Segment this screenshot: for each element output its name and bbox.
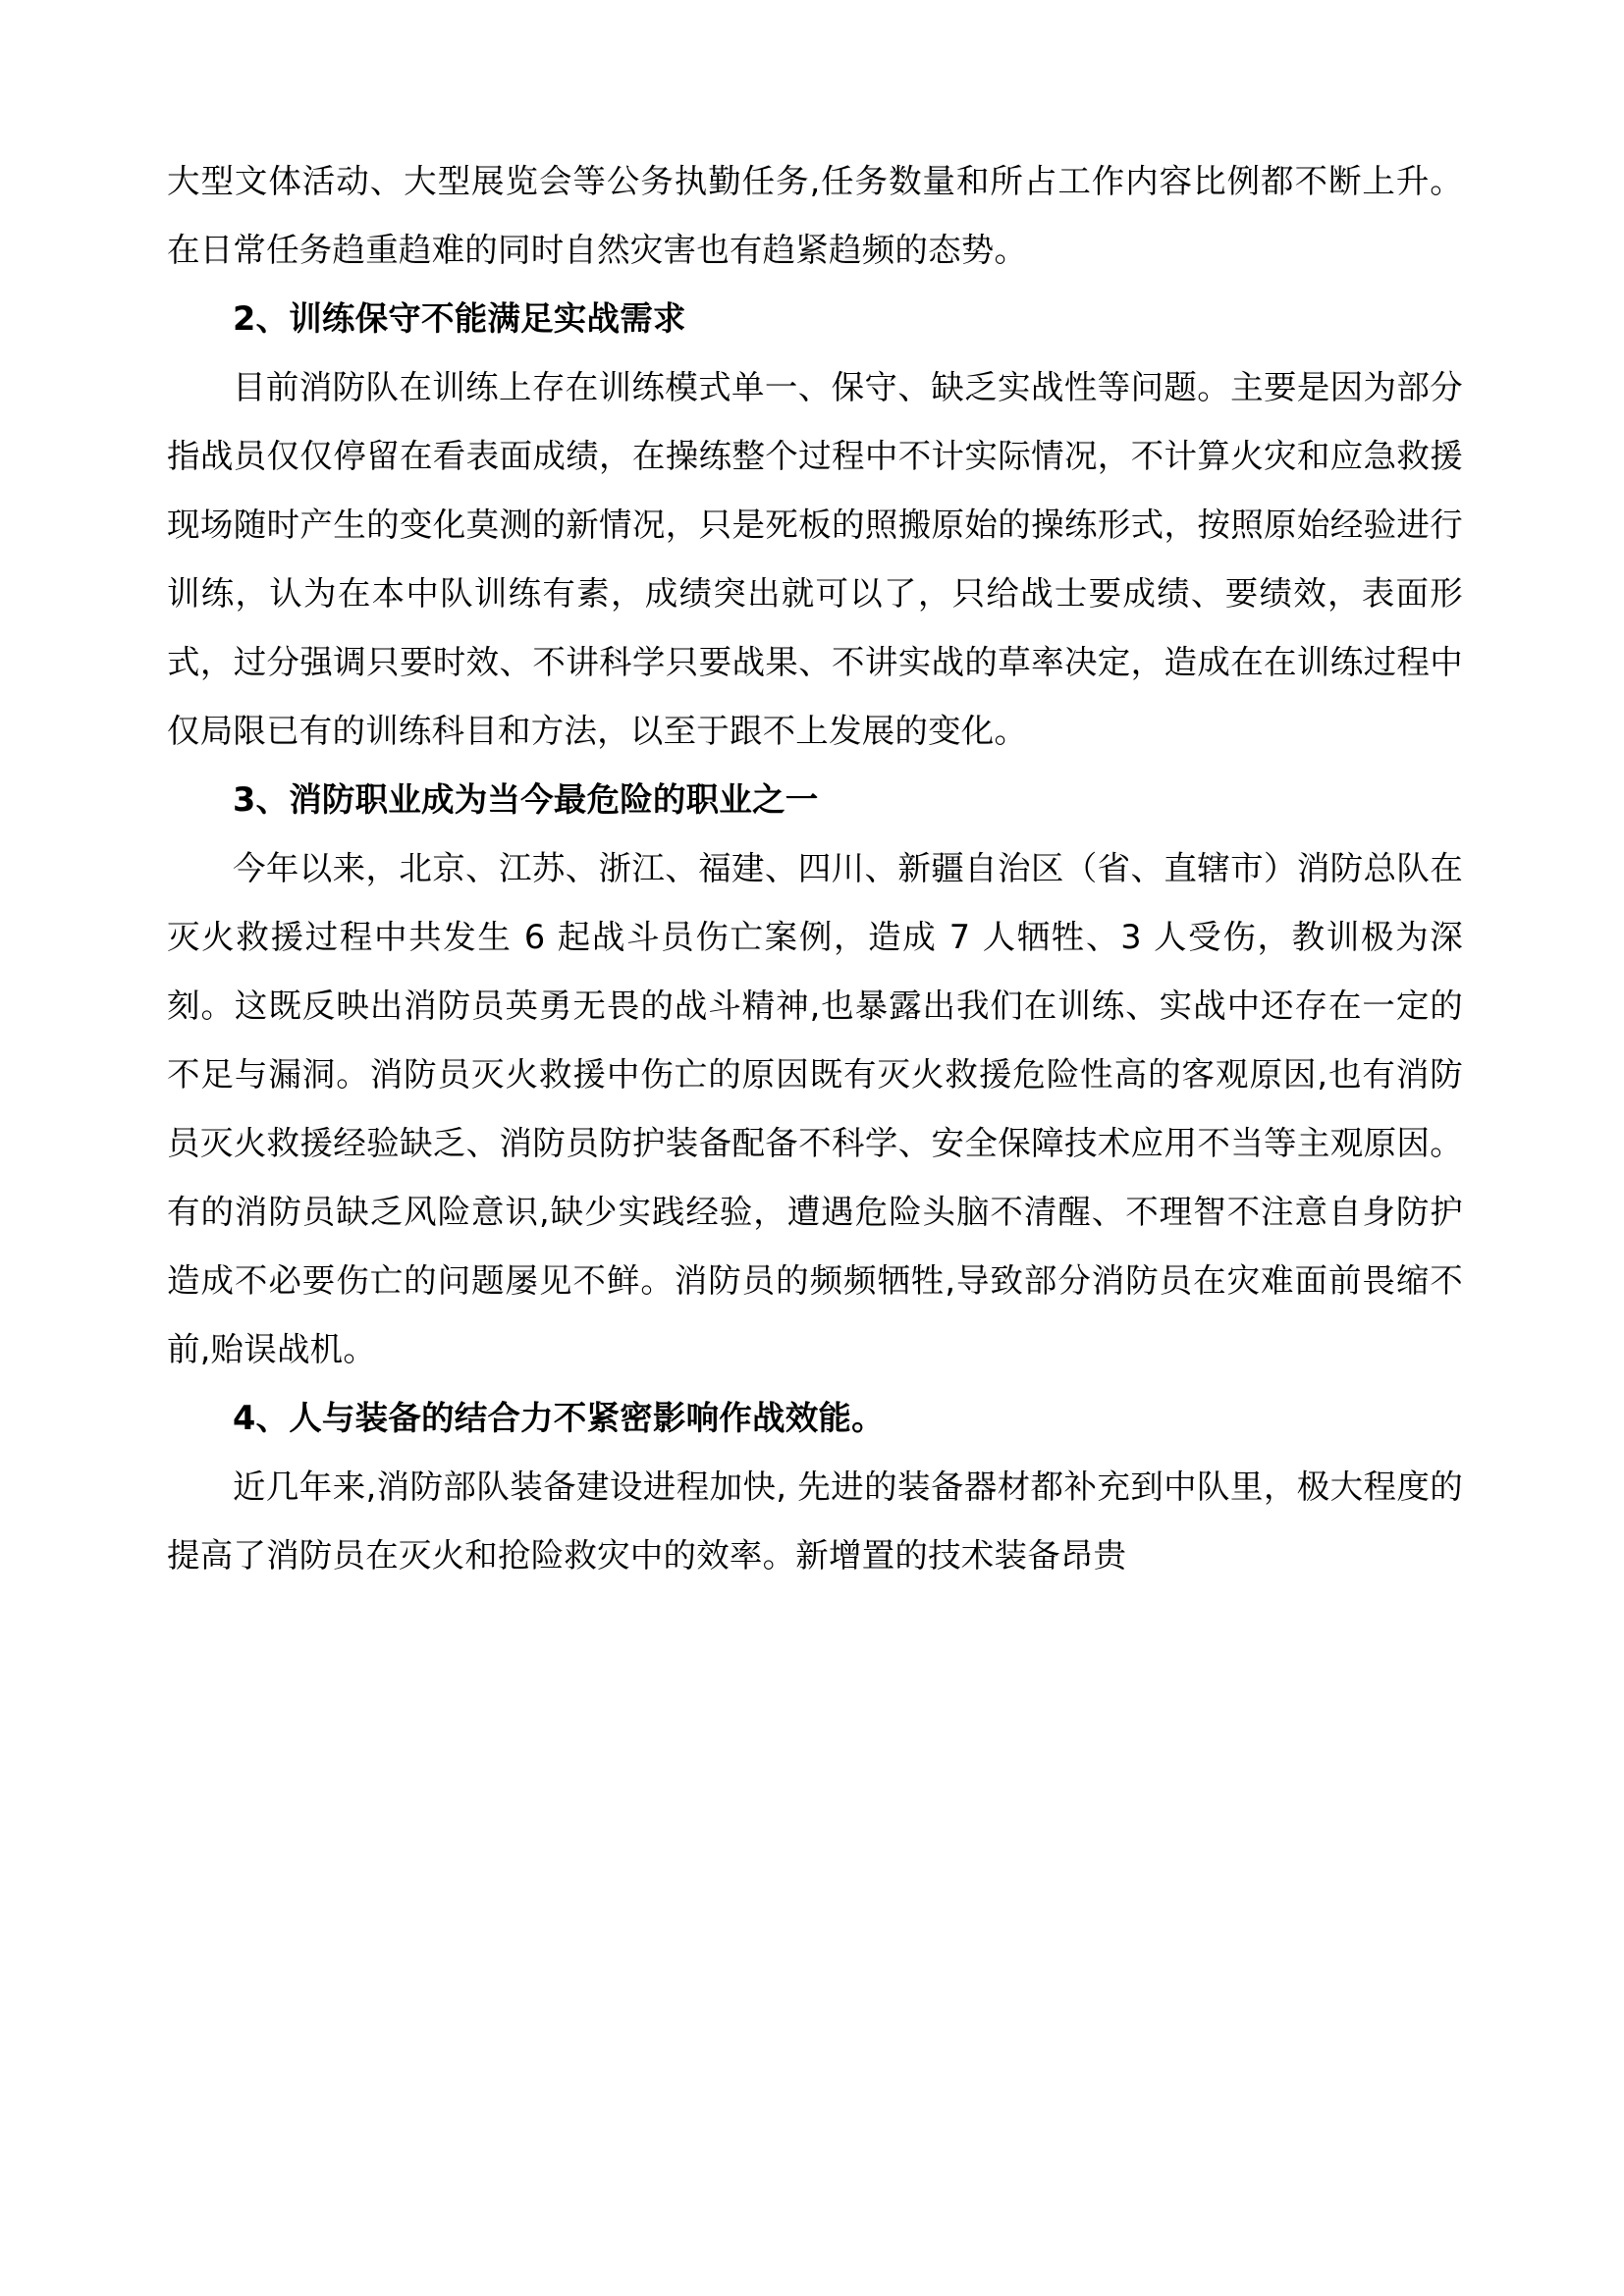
paragraph-section-2: 目前消防队在训练上存在训练模式单一、保守、缺乏实战性等问题。主要是因为部分指战员仅仅停留在看表面成绩，在操练整个过程中不计实际情况，不计算火灾和应急救援现场随时产生的变化莫测的新情况，只是死板的照搬原始的操练形式，按照原始经验进行训练，认为在本中队训练有素，成绩突出就可以了，只给战士要成绩、要绩效，表面形式，过分强调只要时效、不讲科学只要战果、不讲实战的草率决定，造成在在训练过程中仅局限已有的训练科目和方法，以至于跟不上发展的变化。 (167, 368, 1463, 750)
document-body (167, 147, 1463, 1590)
section-heading-4: 4、人与装备的结合力不紧密影响作战效能。 (233, 1399, 885, 1437)
paragraph-section-3: 今年以来，北京、江苏、浙江、福建、四川、新疆自治区（省、直辖市）消防总队在灭火救援过程中共发生 6 起战斗员伤亡案例，造成 7 人牺牲、3 人受伤，教训极为深刻。这既反映出消防员英勇无畏的战斗精神,也暴露出我们在训练、实战中还存在一定的不足与漏洞。消防员灭火救援中伤亡的原因既有灭火救援危险性高的客观原因,也有消防员灭火救援经验缺乏、消防员防护装备配备不科学、安全保障技术应用不当等主观原因。有的消防员缺乏风险意识,缺少实践经验，遭遇危险头脑不清醒、不理智不注意自身防护造成不必要伤亡的问题屡见不鲜。消防员的频频牺牲,导致部分消防员在灾难面前畏缩不前,贻误战机。 (167, 849, 1463, 1368)
section-heading-3: 3、消防职业成为当今最危险的职业之一 (233, 780, 819, 819)
paragraph-section-4: 近几年来,消防部队装备建设进程加快, 先进的装备器材都补充到中队里，极大程度的提高了消防员在灭火和抢险救灾中的效率。新增置的技术装备昂贵 (167, 1468, 1463, 1575)
section-heading-2: 2、训练保守不能满足实战需求 (233, 299, 686, 338)
paragraph-intro: 大型文体活动、大型展览会等公务执勤任务,任务数量和所占工作内容比例都不断上升。在日常任务趋重趋难的同时自然灾害也有趋紧趋频的态势。 (167, 162, 1463, 269)
